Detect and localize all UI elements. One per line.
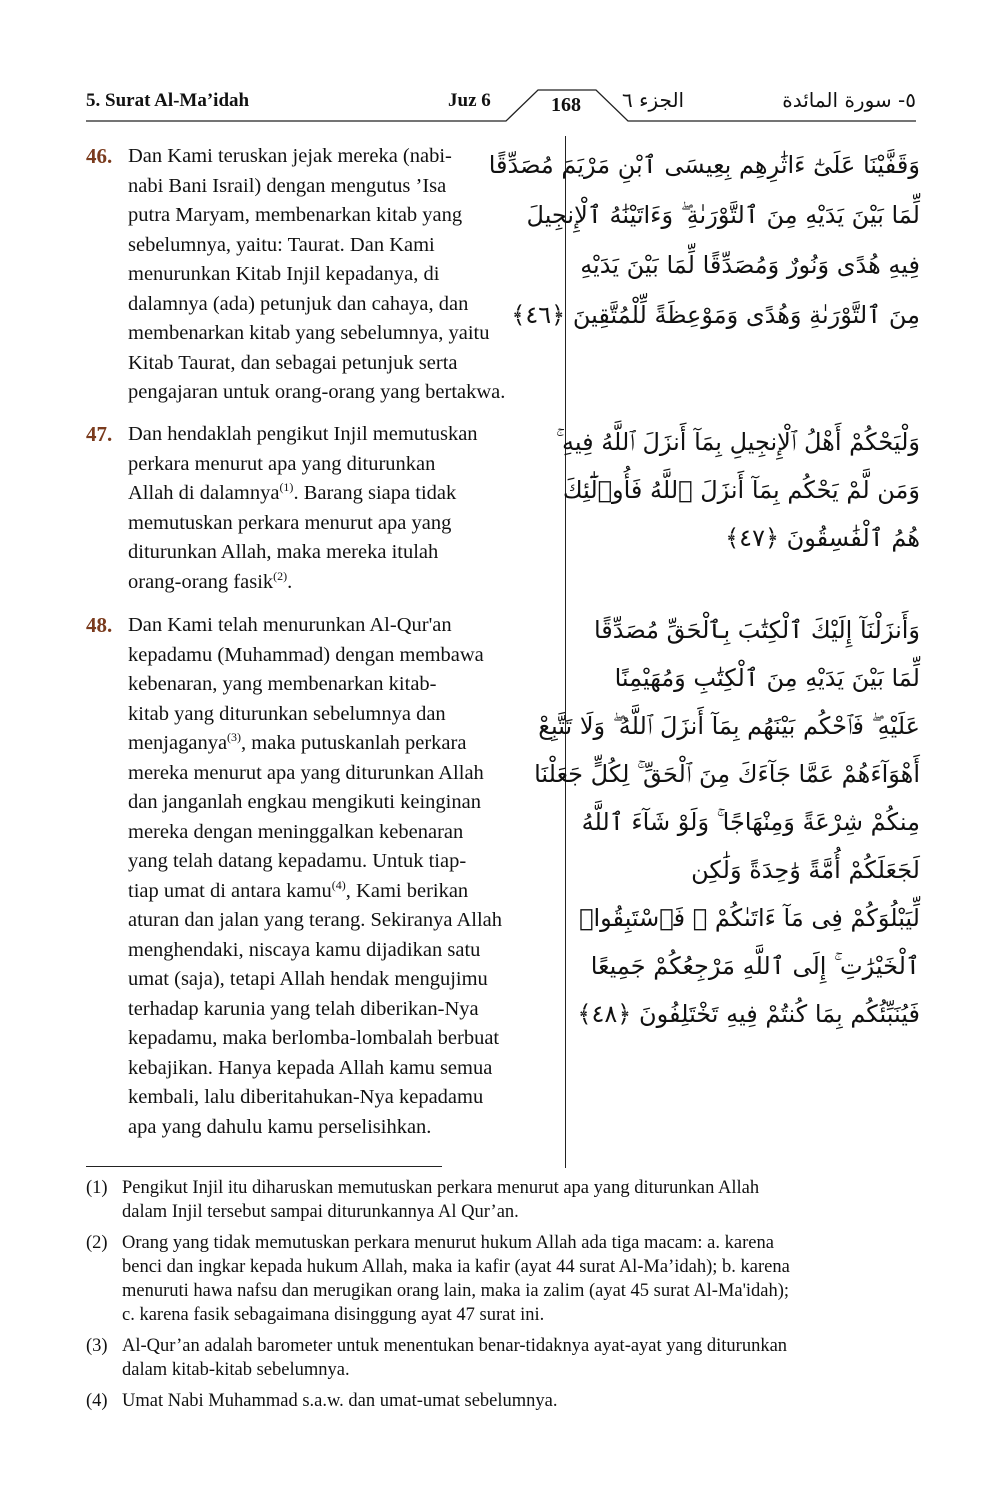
footnote-line: menuruti hawa nafsu dan merugikan orang lain, maka ia zalim (ayat 45 surat Al-Ma'idah); xyxy=(122,1281,790,1301)
verse-line: pengajaran untuk orang-orang yang bertakwa. xyxy=(128,381,506,403)
header-rule xyxy=(86,84,916,124)
footnote-ref: (4) xyxy=(331,877,346,892)
verse-text xyxy=(128,420,564,597)
verse-line-text: menjaganya xyxy=(128,732,228,754)
footnote-3 xyxy=(86,1334,916,1382)
verse-line-text: . xyxy=(287,570,293,593)
verse-line-text: orang-orang fasik xyxy=(128,570,274,593)
arabic-line: هُمُ ٱلْفَٰسِقُونَ ﴿٤٧﴾ xyxy=(725,524,920,552)
juz-label-arabic: الجزء ٦ xyxy=(622,88,685,112)
footnote-4 xyxy=(86,1389,916,1413)
verse-line: aturan dan jalan yang terang. Sekiranya Allah xyxy=(128,909,502,931)
footnote-line: dalam Injil tersebut sampai diturunkannya Al Qur’an. xyxy=(122,1202,519,1222)
footnote-ref: (1) xyxy=(279,480,294,495)
footnote-text xyxy=(122,1231,916,1327)
footnote-1 xyxy=(86,1176,916,1224)
verse-line-text: tiap umat di antara kamu xyxy=(128,879,332,902)
footnote-separator xyxy=(86,1166,442,1167)
footnote-line: dalam kitab-kitab sebelumnya. xyxy=(122,1360,350,1380)
arabic-line: أَهْوَآءَهُمْ عَمَّا جَآءَكَ مِنَ ٱلْحَقِّ ۚ لِكُلٍّ جَعَلْنَا xyxy=(534,760,920,788)
footnote-text xyxy=(122,1176,916,1224)
verse-line: kebenaran, yang membenarkan kitab- xyxy=(128,673,437,695)
verse-line: mereka dengan meninggalkan kebenaran xyxy=(128,820,464,843)
verse-line: dan janganlah engkau mengikuti keinginan xyxy=(128,791,481,813)
arabic-line: وَقَفَّيْنَا عَلَىٰٓ ءَاثَٰرِهِم بِعِيسَى ٱبْنِ مَرْيَمَ مُصَدِّقًا xyxy=(488,151,920,179)
verse-line xyxy=(128,479,564,509)
verse-line: Dan hendaklah pengikut Injil memutuskan xyxy=(128,423,478,445)
page-number: 168 xyxy=(551,94,581,116)
verse-number: 48. xyxy=(86,613,113,637)
verse-line: kepadamu (Muhammad) dengan membawa xyxy=(128,643,484,666)
verse-line-text: . Barang siapa tidak xyxy=(293,482,457,504)
footnote-ref: (3) xyxy=(227,730,242,745)
arabic-line: عَلَيْهِ ۖ فَٱحْكُم بَيْنَهُم بِمَآ أَنزَلَ ٱللَّهُ ۖ وَلَا تَتَّبِعْ xyxy=(538,712,920,740)
arabic-line: لَجَعَلَكُمْ أُمَّةً وَٰحِدَةً وَلَٰكِن xyxy=(691,856,920,884)
arabic-line: وَلْيَحْكُمْ أَهْلُ ٱلْإِنجِيلِ بِمَآ أَنزَلَ ٱللَّهُ فِيهِ ۚ xyxy=(555,428,920,456)
juz-label-latin: Juz 6 xyxy=(448,90,491,111)
footnote-2 xyxy=(86,1231,916,1327)
verse-line: Kitab Taurat, dan sebagai petunjuk serta xyxy=(128,351,458,374)
verse-line: sebelumnya, yaitu: Taurat. Dan Kami xyxy=(128,233,435,256)
verse-number: 47. xyxy=(86,422,113,446)
verse-line-text: Allah di dalamnya xyxy=(128,482,280,504)
verse-line: putra Maryam, membenarkan kitab yang xyxy=(128,204,463,226)
verse-line: mereka menurut apa yang diturunkan Allah xyxy=(128,761,484,784)
verse-line: nabi Bani Israil) dengan mengutus ’Isa xyxy=(128,174,447,197)
surah-title-latin: 5. Surat Al-Ma’idah xyxy=(86,90,250,111)
verse-line: kebajikan. Hanya kepada Allah kamu semua xyxy=(128,1056,493,1079)
verse-line: terhadap karunia yang telah diberikan-Nya xyxy=(128,997,479,1020)
arabic-line: وَمَن لَّمْ يَحْكُم بِمَآ أَنزَلَ ٱللَّهُ فَأُو۟لَٰٓئِكَ xyxy=(562,476,920,504)
footnote-line: benci dan ingkar kepada hukum Allah, maka ia kafir (ayat 44 surat Al-Ma’idah); b. karena xyxy=(122,1257,790,1277)
arabic-line: لِّمَا بَيْنَ يَدَيْهِ مِنَ ٱلْكِتَٰبِ وَمُهَيْمِنًا xyxy=(614,664,920,692)
arabic-line: فَيُنَبِّئُكُم بِمَا كُنتُمْ فِيهِ تَخْتَلِفُونَ ﴿٤٨﴾ xyxy=(577,1000,920,1028)
verse-line: apa yang dahulu kamu perselisihkan. xyxy=(128,1115,432,1138)
verse-line: menurunkan Kitab Injil kepadanya, di xyxy=(128,263,440,285)
arabic-line: لِّمَا بَيْنَ يَدَيْهِ مِنَ ٱلتَّوْرَىٰةِ ۖ وَءَاتَيْنَٰهُ ٱلْإِنجِيلَ xyxy=(526,201,920,229)
verse-line-text: , Kami berikan xyxy=(345,879,469,902)
footnote-text xyxy=(122,1389,916,1413)
footnote-line: Orang yang tidak memutuskan perkara menurut hukum Allah ada tiga macam: a. karena xyxy=(122,1233,774,1253)
footnote-number: (1) xyxy=(86,1178,108,1198)
arabic-line: لِّيَبْلُوَكُمْ فِى مَآ ءَاتَىٰكُمْ ۖ فَٱسْتَبِقُوا۟ xyxy=(579,904,920,932)
verse-line: perkara menurut apa yang diturunkan xyxy=(128,452,436,475)
footnote-line: Al-Qur’an adalah barometer untuk menentukan benar-tidaknya ayat-ayat yang diturunkan xyxy=(122,1336,788,1356)
verse-line: dalamnya (ada) petunjuk dan cahaya, dan xyxy=(128,292,469,315)
verse-line: umat (saja), tetapi Allah hendak mengujimu xyxy=(128,968,488,990)
arabic-line: فِيهِ هُدًى وَنُورٌ وَمُصَدِّقًا لِّمَا بَيْنَ يَدَيْهِ xyxy=(580,251,920,279)
verse-line: membenarkan kitab yang sebelumnya, yaitu xyxy=(128,322,490,344)
footnote-line: c. karena fasik sebagaimana disinggung ayat 47 surat ini. xyxy=(122,1305,545,1325)
verse-line: Dan Kami teruskan jejak mereka (nabi- xyxy=(128,145,452,167)
footnotes xyxy=(86,1176,916,1420)
verse-line: kembali, lalu diberitahukan-Nya kepadamu xyxy=(128,1086,484,1108)
footnote-number: (4) xyxy=(86,1391,108,1411)
verse-line-text: , maka putuskanlah perkara xyxy=(241,732,467,754)
footnote-number: (2) xyxy=(86,1233,108,1253)
footnote-ref: (2) xyxy=(273,568,288,583)
verse-line xyxy=(128,568,564,598)
surah-title-arabic: ٥- سورة المائدة xyxy=(782,88,916,112)
arabic-line: مِنكُمْ شِرْعَةً وَمِنْهَاجًا ۚ وَلَوْ شَآءَ ٱللَّهُ xyxy=(581,808,920,836)
verse-line: memutuskan perkara menurut apa yang xyxy=(128,511,452,534)
verse-text xyxy=(128,611,564,1142)
verse-line xyxy=(128,877,564,907)
arabic-line: مِنَ ٱلتَّوْرَىٰةِ وَهُدًى وَمَوْعِظَةً لِّلْمُتَّقِينَ ﴿٤٦﴾ xyxy=(511,301,920,329)
footnote-text xyxy=(122,1334,916,1382)
arabic-line: وَأَنزَلْنَآ إِلَيْكَ ٱلْكِتَٰبَ بِٱلْحَقِّ مُصَدِّقًا xyxy=(593,616,920,644)
verse-47-arabic xyxy=(555,418,920,562)
footnote-line: Umat Nabi Muhammad s.a.w. dan umat-umat sebelumnya. xyxy=(122,1391,558,1411)
verse-number: 46. xyxy=(86,144,113,168)
arabic-line: ٱلْخَيْرَٰتِ ۚ إِلَى ٱللَّهِ مَرْجِعُكُمْ جَمِيعًا xyxy=(590,952,920,980)
verse-46-arabic xyxy=(488,140,920,340)
page-header xyxy=(86,84,916,124)
verse-line: menghendaki, niscaya kamu dijadikan satu xyxy=(128,938,481,961)
footnote-number: (3) xyxy=(86,1336,108,1356)
verse-48-arabic xyxy=(534,606,920,1038)
footnote-line: Pengikut Injil itu diharuskan memutuskan perkara menurut apa yang diturunkan Allah xyxy=(122,1178,760,1198)
verse-line: kepadamu, maka berlomba-lombalah berbuat xyxy=(128,1027,500,1049)
verse-line xyxy=(128,729,564,759)
verse-line: Dan Kami telah menurunkan Al-Qur'an xyxy=(128,614,452,636)
verse-line: kitab yang diturunkan sebelumnya dan xyxy=(128,702,446,725)
verse-line: diturunkan Allah, maka mereka itulah xyxy=(128,541,439,563)
verse-line: yang telah datang kepadamu. Untuk tiap- xyxy=(128,850,467,872)
